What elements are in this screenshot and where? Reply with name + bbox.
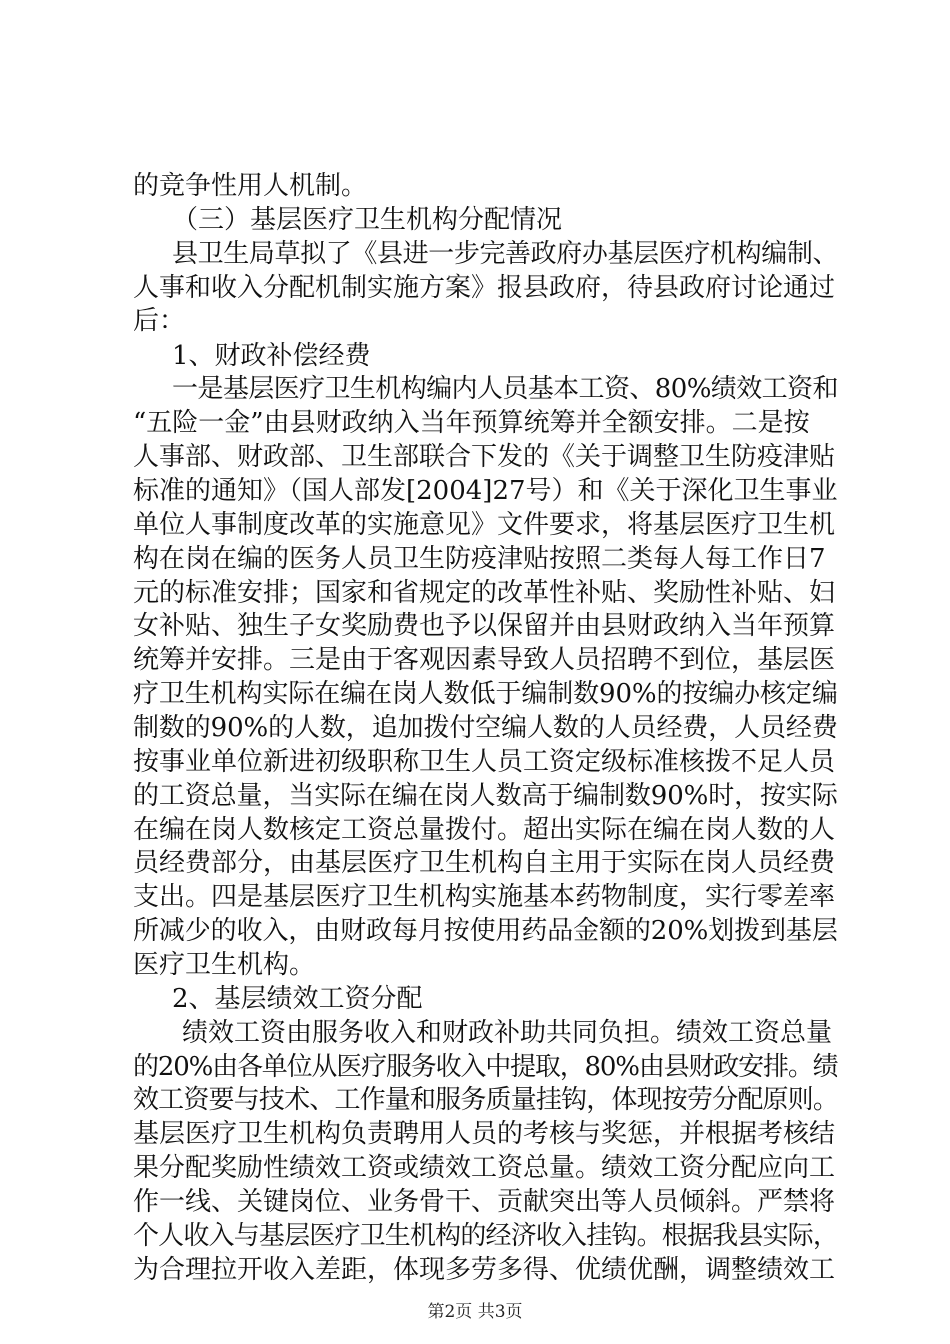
paragraph-line: 员经费部分，由基层医疗卫生机构自主用于实际在岗人员经费	[133, 848, 836, 878]
paragraph-line: 按事业单位新进初级职称卫生人员工资定级标准核拨不足人员	[133, 747, 836, 777]
paragraph-line: 一是基层医疗卫生机构编内人员基本工资、80%绩效工资和	[172, 374, 838, 404]
paragraph-line: 所减少的收入，由财政每月按使用药品金额的20%划拨到基层	[133, 916, 838, 946]
paragraph-line: 的20%由各单位从医疗服务收入中提取，80%由县财政安排。绩	[133, 1052, 838, 1082]
subsection-heading: 2、基层绩效工资分配	[172, 984, 423, 1014]
paragraph-line: 为合理拉开收入差距，体现多劳多得、优绩优酬，调整绩效工	[133, 1255, 836, 1285]
paragraph-line: “五险一金”由县财政纳入当年预算统筹并全额安排。二是按	[133, 408, 810, 438]
paragraph-line: 果分配奖励性绩效工资或绩效工资总量。绩效工资分配应向工	[133, 1153, 836, 1183]
paragraph-line: 人事和收入分配机制实施方案》报县政府，待县政府讨论通过	[133, 273, 836, 303]
paragraph-line: 疗卫生机构实际在编在岗人数低于编制数90%的按编办核定编	[133, 679, 838, 709]
paragraph-line: 后：	[133, 306, 186, 336]
section-heading: （三）基层医疗卫生机构分配情况	[172, 205, 563, 235]
paragraph-line: 元的标准安排；国家和省规定的改革性补贴、奖励性补贴、妇	[133, 578, 836, 608]
paragraph-line: 标准的通知》（国人部发[2004]27号）和《关于深化卫生事业	[133, 476, 838, 506]
paragraph-line: 构在岗在编的医务人员卫生防疫津贴按照二类每人每工作日7	[133, 544, 826, 574]
paragraph-line: 支出。四是基层医疗卫生机构实施基本药物制度，实行零差率	[133, 882, 836, 912]
paragraph-line: 效工资要与技术、工作量和服务质量挂钩，体现按劳分配原则。	[133, 1085, 839, 1115]
paragraph-line: 县卫生局草拟了《县进一步完善政府办基层医疗机构编制、	[172, 239, 839, 269]
page-number-footer: 第2页 共3页	[427, 1302, 523, 1322]
paragraph-line: 个人收入与基层医疗卫生机构的经济收入挂钩。根据我县实际，	[133, 1221, 839, 1251]
paragraph-line: 单位人事制度改革的实施意见》文件要求，将基层医疗卫生机	[133, 510, 836, 540]
paragraph-line: 在编在岗人数核定工资总量拨付。超出实际在编在岗人数的人	[133, 815, 836, 845]
paragraph-line: 作一线、关键岗位、业务骨干、贡献突出等人员倾斜。严禁将	[133, 1187, 836, 1217]
paragraph-line: 绩效工资由服务收入和财政补助共同负担。绩效工资总量	[182, 1018, 833, 1048]
paragraph-line: 医疗卫生机构。	[133, 950, 316, 980]
subsection-heading: 1、财政补偿经费	[172, 341, 371, 371]
paragraph-line: 制数的90%的人数，追加拨付空编人数的人员经费，人员经费	[133, 713, 838, 743]
text-line: 的竞争性用人机制。	[133, 171, 368, 201]
paragraph-line: 基层医疗卫生机构负责聘用人员的考核与奖惩，并根据考核结	[133, 1119, 836, 1149]
paragraph-line: 女补贴、独生子女奖励费也予以保留并由县财政纳入当年预算	[133, 611, 836, 641]
paragraph-line: 人事部、财政部、卫生部联合下发的《关于调整卫生防疫津贴	[133, 442, 836, 472]
paragraph-line: 统筹并安排。三是由于客观因素导致人员招聘不到位，基层医	[133, 645, 836, 675]
paragraph-line: 的工资总量，当实际在编在岗人数高于编制数90%时，按实际	[133, 781, 838, 811]
